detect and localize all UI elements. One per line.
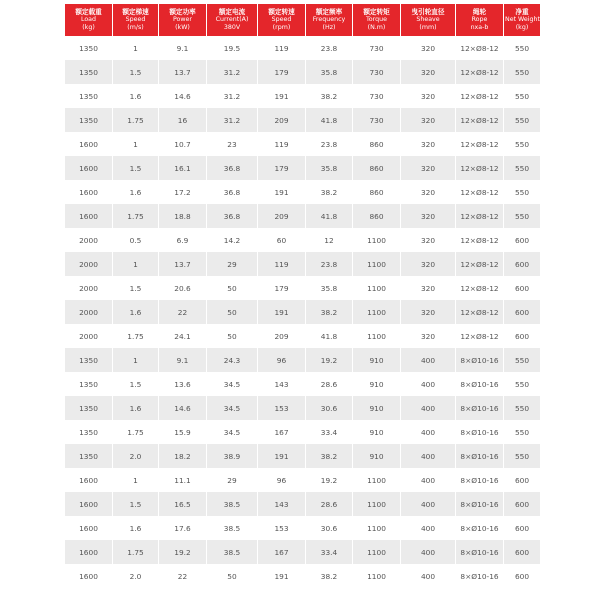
table-cell: 12×Ø8-12	[456, 156, 503, 180]
table-cell: 1600	[65, 468, 112, 492]
column-header-zh: 额定转矩	[363, 8, 390, 16]
table-cell: 14.2	[207, 228, 257, 252]
table-cell: 910	[353, 372, 400, 396]
table-cell: 550	[504, 396, 540, 420]
table-cell: 8×Ø10-16	[456, 516, 503, 540]
table-cell: 38.5	[207, 540, 257, 564]
table-cell: 29	[207, 252, 257, 276]
table-row	[65, 108, 540, 132]
table-row	[65, 372, 540, 396]
column-header-unit: (Hz)	[322, 24, 336, 31]
table-cell: 730	[353, 60, 400, 84]
table-cell: 1	[113, 348, 158, 372]
table-cell: 910	[353, 396, 400, 420]
table-row	[65, 228, 540, 252]
table-cell: 17.6	[159, 516, 206, 540]
table-cell: 38.5	[207, 516, 257, 540]
table-cell: 18.8	[159, 204, 206, 228]
table-cell: 36.8	[207, 156, 257, 180]
table-cell: 550	[504, 36, 540, 60]
table-cell: 2.0	[113, 564, 158, 588]
table-cell: 1600	[65, 492, 112, 516]
column-header-unit: (rpm)	[272, 24, 291, 31]
table-cell: 30.6	[306, 516, 352, 540]
table-cell: 860	[353, 132, 400, 156]
table-cell: 13.6	[159, 372, 206, 396]
table-cell: 16.5	[159, 492, 206, 516]
table-cell: 1600	[65, 132, 112, 156]
table-cell: 13.7	[159, 60, 206, 84]
table-cell: 24.3	[207, 348, 257, 372]
column-header	[504, 4, 540, 36]
table-cell: 1350	[65, 444, 112, 468]
column-header-zh: 额定转速	[268, 8, 295, 16]
table-cell: 8×Ø10-16	[456, 396, 503, 420]
table-cell: 50	[207, 564, 257, 588]
table-row	[65, 396, 540, 420]
table-cell: 2.0	[113, 444, 158, 468]
table-cell: 41.8	[306, 204, 352, 228]
table-cell: 191	[258, 564, 305, 588]
table-cell: 34.5	[207, 372, 257, 396]
table-cell: 1600	[65, 156, 112, 180]
table-cell: 2000	[65, 324, 112, 348]
table-cell: 1.5	[113, 156, 158, 180]
table-cell: 36.8	[207, 180, 257, 204]
table-cell: 96	[258, 348, 305, 372]
table-cell: 320	[401, 60, 455, 84]
column-header-unit: nxa-b	[470, 24, 489, 31]
table-cell: 8×Ø10-16	[456, 564, 503, 588]
table-cell: 910	[353, 348, 400, 372]
table-cell: 12×Ø8-12	[456, 132, 503, 156]
table-row	[65, 300, 540, 324]
table-cell: 600	[504, 540, 540, 564]
table-cell: 550	[504, 204, 540, 228]
table-cell: 153	[258, 396, 305, 420]
table-cell: 153	[258, 516, 305, 540]
table-cell: 8×Ø10-16	[456, 420, 503, 444]
table-cell: 860	[353, 180, 400, 204]
table-row	[65, 444, 540, 468]
table-cell: 320	[401, 84, 455, 108]
table-cell: 1100	[353, 564, 400, 588]
table-cell: 28.6	[306, 492, 352, 516]
table-cell: 550	[504, 156, 540, 180]
column-header-en: Rope	[471, 16, 488, 23]
table-row	[65, 468, 540, 492]
table-cell: 12×Ø8-12	[456, 180, 503, 204]
table-cell: 38.2	[306, 180, 352, 204]
table-cell: 600	[504, 276, 540, 300]
column-header	[258, 4, 305, 36]
column-header-zh: 额定载重	[75, 8, 102, 16]
table-cell: 1	[113, 36, 158, 60]
table-cell: 12×Ø8-12	[456, 84, 503, 108]
table-row	[65, 252, 540, 276]
column-header	[113, 4, 158, 36]
table-cell: 320	[401, 132, 455, 156]
table-cell: 9.1	[159, 348, 206, 372]
column-header-en: Frequency	[312, 16, 346, 23]
table-cell: 600	[504, 228, 540, 252]
column-header-zh: 额定电流	[218, 8, 246, 16]
table-cell: 143	[258, 492, 305, 516]
table-cell: 600	[504, 516, 540, 540]
column-header-zh: 额定功率	[169, 8, 196, 16]
table-cell: 600	[504, 324, 540, 348]
table-cell: 400	[401, 396, 455, 420]
table-cell: 191	[258, 300, 305, 324]
table-row	[65, 540, 540, 564]
table-cell: 2000	[65, 228, 112, 252]
table-cell: 1.5	[113, 60, 158, 84]
column-header	[207, 4, 257, 36]
table-cell: 96	[258, 468, 305, 492]
spec-table-container	[64, 4, 540, 588]
table-cell: 2000	[65, 276, 112, 300]
column-header-zh: 额定频率	[315, 8, 343, 16]
table-cell: 8×Ø10-16	[456, 468, 503, 492]
table-cell: 19.5	[207, 36, 257, 60]
table-cell: 13.7	[159, 252, 206, 276]
table-cell: 1350	[65, 36, 112, 60]
column-header-unit: (kg)	[82, 24, 95, 31]
table-cell: 550	[504, 420, 540, 444]
table-cell: 600	[504, 492, 540, 516]
table-row	[65, 36, 540, 60]
table-cell: 34.5	[207, 396, 257, 420]
column-header-unit: (kW)	[175, 24, 190, 31]
table-cell: 17.2	[159, 180, 206, 204]
table-cell: 320	[401, 204, 455, 228]
column-header-unit: (m/s)	[127, 24, 144, 31]
table-cell: 1	[113, 132, 158, 156]
table-cell: 550	[504, 60, 540, 84]
table-cell: 191	[258, 84, 305, 108]
table-cell: 33.4	[306, 420, 352, 444]
table-cell: 1.75	[113, 324, 158, 348]
column-header-en: Sheave	[416, 16, 440, 23]
table-row	[65, 132, 540, 156]
table-cell: 38.9	[207, 444, 257, 468]
table-cell: 1.5	[113, 492, 158, 516]
table-cell: 30.6	[306, 396, 352, 420]
table-cell: 1100	[353, 468, 400, 492]
table-cell: 730	[353, 84, 400, 108]
table-cell: 12×Ø8-12	[456, 204, 503, 228]
table-cell: 1600	[65, 540, 112, 564]
table-cell: 31.2	[207, 60, 257, 84]
table-cell: 119	[258, 252, 305, 276]
table-cell: 12×Ø8-12	[456, 252, 503, 276]
table-cell: 400	[401, 372, 455, 396]
table-cell: 23.8	[306, 252, 352, 276]
table-cell: 1350	[65, 108, 112, 132]
spec-table	[64, 4, 541, 588]
column-header-zh: 额定梯速	[122, 8, 149, 16]
table-cell: 1600	[65, 516, 112, 540]
table-row	[65, 204, 540, 228]
column-header-en: Net Weight	[505, 16, 540, 23]
column-header	[65, 4, 112, 36]
table-row	[65, 84, 540, 108]
table-cell: 320	[401, 252, 455, 276]
table-cell: 38.2	[306, 444, 352, 468]
table-cell: 320	[401, 300, 455, 324]
column-header-unit: (kg)	[515, 24, 529, 31]
column-header-en: Torque	[366, 16, 387, 23]
table-cell: 8×Ø10-16	[456, 372, 503, 396]
table-cell: 167	[258, 540, 305, 564]
table-cell: 400	[401, 444, 455, 468]
table-cell: 38.2	[306, 84, 352, 108]
table-cell: 19.2	[306, 468, 352, 492]
table-cell: 1	[113, 468, 158, 492]
table-cell: 209	[258, 324, 305, 348]
table-cell: 860	[353, 156, 400, 180]
table-row	[65, 276, 540, 300]
table-cell: 400	[401, 468, 455, 492]
table-cell: 14.6	[159, 396, 206, 420]
table-cell: 1.5	[113, 276, 158, 300]
table-cell: 1.75	[113, 204, 158, 228]
table-cell: 400	[401, 540, 455, 564]
table-cell: 8×Ø10-16	[456, 444, 503, 468]
table-cell: 1350	[65, 372, 112, 396]
column-header-en: Current(A)	[215, 16, 249, 23]
table-cell: 2000	[65, 252, 112, 276]
table-cell: 1	[113, 252, 158, 276]
table-row	[65, 564, 540, 588]
table-cell: 8×Ø10-16	[456, 540, 503, 564]
column-header	[159, 4, 206, 36]
table-row	[65, 348, 540, 372]
table-cell: 1600	[65, 564, 112, 588]
table-row	[65, 324, 540, 348]
table-cell: 12×Ø8-12	[456, 276, 503, 300]
table-cell: 35.8	[306, 156, 352, 180]
table-cell: 550	[504, 84, 540, 108]
table-cell: 12×Ø8-12	[456, 228, 503, 252]
table-cell: 1350	[65, 396, 112, 420]
table-cell: 1100	[353, 492, 400, 516]
table-cell: 12×Ø8-12	[456, 108, 503, 132]
table-cell: 600	[504, 300, 540, 324]
table-header	[65, 4, 540, 36]
table-cell: 550	[504, 132, 540, 156]
table-cell: 8×Ø10-16	[456, 348, 503, 372]
table-cell: 730	[353, 36, 400, 60]
table-cell: 24.1	[159, 324, 206, 348]
table-cell: 179	[258, 156, 305, 180]
table-cell: 1350	[65, 60, 112, 84]
table-cell: 191	[258, 180, 305, 204]
table-cell: 400	[401, 516, 455, 540]
table-cell: 550	[504, 372, 540, 396]
table-cell: 20.6	[159, 276, 206, 300]
table-cell: 31.2	[207, 108, 257, 132]
table-cell: 22	[159, 564, 206, 588]
table-cell: 179	[258, 60, 305, 84]
table-cell: 38.5	[207, 492, 257, 516]
table-cell: 1.6	[113, 516, 158, 540]
table-cell: 12×Ø8-12	[456, 36, 503, 60]
table-cell: 1100	[353, 228, 400, 252]
table-cell: 600	[504, 564, 540, 588]
table-cell: 33.4	[306, 540, 352, 564]
table-row	[65, 156, 540, 180]
table-cell: 1.75	[113, 540, 158, 564]
table-cell: 29	[207, 468, 257, 492]
table-body	[65, 36, 540, 588]
table-cell: 600	[504, 468, 540, 492]
table-cell: 119	[258, 36, 305, 60]
table-cell: 191	[258, 444, 305, 468]
table-cell: 600	[504, 252, 540, 276]
table-cell: 320	[401, 156, 455, 180]
table-cell: 320	[401, 276, 455, 300]
column-header	[306, 4, 352, 36]
table-cell: 23.8	[306, 132, 352, 156]
table-cell: 2000	[65, 300, 112, 324]
table-cell: 910	[353, 420, 400, 444]
table-cell: 31.2	[207, 84, 257, 108]
table-cell: 50	[207, 300, 257, 324]
table-row	[65, 516, 540, 540]
table-cell: 550	[504, 444, 540, 468]
table-cell: 15.9	[159, 420, 206, 444]
table-cell: 10.7	[159, 132, 206, 156]
table-cell: 400	[401, 420, 455, 444]
column-header-unit: (N.m)	[367, 24, 386, 31]
table-cell: 860	[353, 204, 400, 228]
table-cell: 12	[306, 228, 352, 252]
table-cell: 22	[159, 300, 206, 324]
table-cell: 320	[401, 36, 455, 60]
table-cell: 1350	[65, 84, 112, 108]
table-cell: 320	[401, 228, 455, 252]
table-cell: 1600	[65, 180, 112, 204]
column-header-en: Speed	[125, 16, 146, 23]
table-cell: 1.6	[113, 300, 158, 324]
table-cell: 320	[401, 324, 455, 348]
column-header-unit: 380V	[223, 24, 241, 31]
table-cell: 35.8	[306, 60, 352, 84]
table-cell: 1100	[353, 300, 400, 324]
table-cell: 12×Ø8-12	[456, 300, 503, 324]
table-cell: 14.6	[159, 84, 206, 108]
column-header-en: Power	[172, 16, 193, 23]
table-cell: 1350	[65, 420, 112, 444]
table-cell: 6.9	[159, 228, 206, 252]
table-cell: 550	[504, 180, 540, 204]
table-cell: 60	[258, 228, 305, 252]
table-cell: 1.6	[113, 84, 158, 108]
table-cell: 550	[504, 348, 540, 372]
table-cell: 1100	[353, 252, 400, 276]
table-cell: 12×Ø8-12	[456, 60, 503, 84]
column-header-zh: 绳轮	[472, 8, 487, 16]
column-header-en: Load	[80, 16, 97, 23]
table-cell: 16	[159, 108, 206, 132]
table-cell: 400	[401, 348, 455, 372]
table-cell: 41.8	[306, 108, 352, 132]
table-cell: 910	[353, 444, 400, 468]
table-cell: 41.8	[306, 324, 352, 348]
table-cell: 1.6	[113, 180, 158, 204]
table-cell: 50	[207, 276, 257, 300]
column-header-zh: 曳引轮直径	[411, 8, 445, 16]
table-cell: 36.8	[207, 204, 257, 228]
table-cell: 35.8	[306, 276, 352, 300]
table-cell: 320	[401, 180, 455, 204]
table-cell: 16.1	[159, 156, 206, 180]
table-cell: 179	[258, 276, 305, 300]
table-row	[65, 420, 540, 444]
table-cell: 209	[258, 204, 305, 228]
table-cell: 143	[258, 372, 305, 396]
column-header-unit: (mm)	[419, 24, 437, 31]
column-header-zh: 净重	[515, 8, 529, 16]
table-cell: 400	[401, 564, 455, 588]
table-cell: 400	[401, 492, 455, 516]
table-cell: 38.2	[306, 300, 352, 324]
table-cell: 11.1	[159, 468, 206, 492]
table-cell: 34.5	[207, 420, 257, 444]
column-header	[401, 4, 455, 36]
table-row	[65, 492, 540, 516]
table-cell: 1100	[353, 516, 400, 540]
table-cell: 730	[353, 108, 400, 132]
table-cell: 1100	[353, 324, 400, 348]
column-header	[353, 4, 400, 36]
table-cell: 1.75	[113, 108, 158, 132]
table-cell: 28.6	[306, 372, 352, 396]
table-cell: 1.5	[113, 372, 158, 396]
table-cell: 23	[207, 132, 257, 156]
table-cell: 1.75	[113, 420, 158, 444]
table-cell: 19.2	[306, 348, 352, 372]
table-cell: 19.2	[159, 540, 206, 564]
table-cell: 550	[504, 108, 540, 132]
table-cell: 119	[258, 132, 305, 156]
table-cell: 209	[258, 108, 305, 132]
table-cell: 167	[258, 420, 305, 444]
table-row	[65, 180, 540, 204]
table-cell: 23.8	[306, 36, 352, 60]
table-cell: 1100	[353, 540, 400, 564]
table-cell: 38.2	[306, 564, 352, 588]
column-header	[456, 4, 503, 36]
table-cell: 0.5	[113, 228, 158, 252]
table-cell: 1600	[65, 204, 112, 228]
column-header-en: Speed	[271, 16, 292, 23]
table-cell: 50	[207, 324, 257, 348]
table-cell: 1.6	[113, 396, 158, 420]
table-cell: 18.2	[159, 444, 206, 468]
table-cell: 8×Ø10-16	[456, 492, 503, 516]
table-cell: 12×Ø8-12	[456, 324, 503, 348]
table-row	[65, 60, 540, 84]
table-cell: 1350	[65, 348, 112, 372]
header-row	[65, 4, 540, 36]
table-cell: 1100	[353, 276, 400, 300]
table-cell: 9.1	[159, 36, 206, 60]
table-cell: 320	[401, 108, 455, 132]
